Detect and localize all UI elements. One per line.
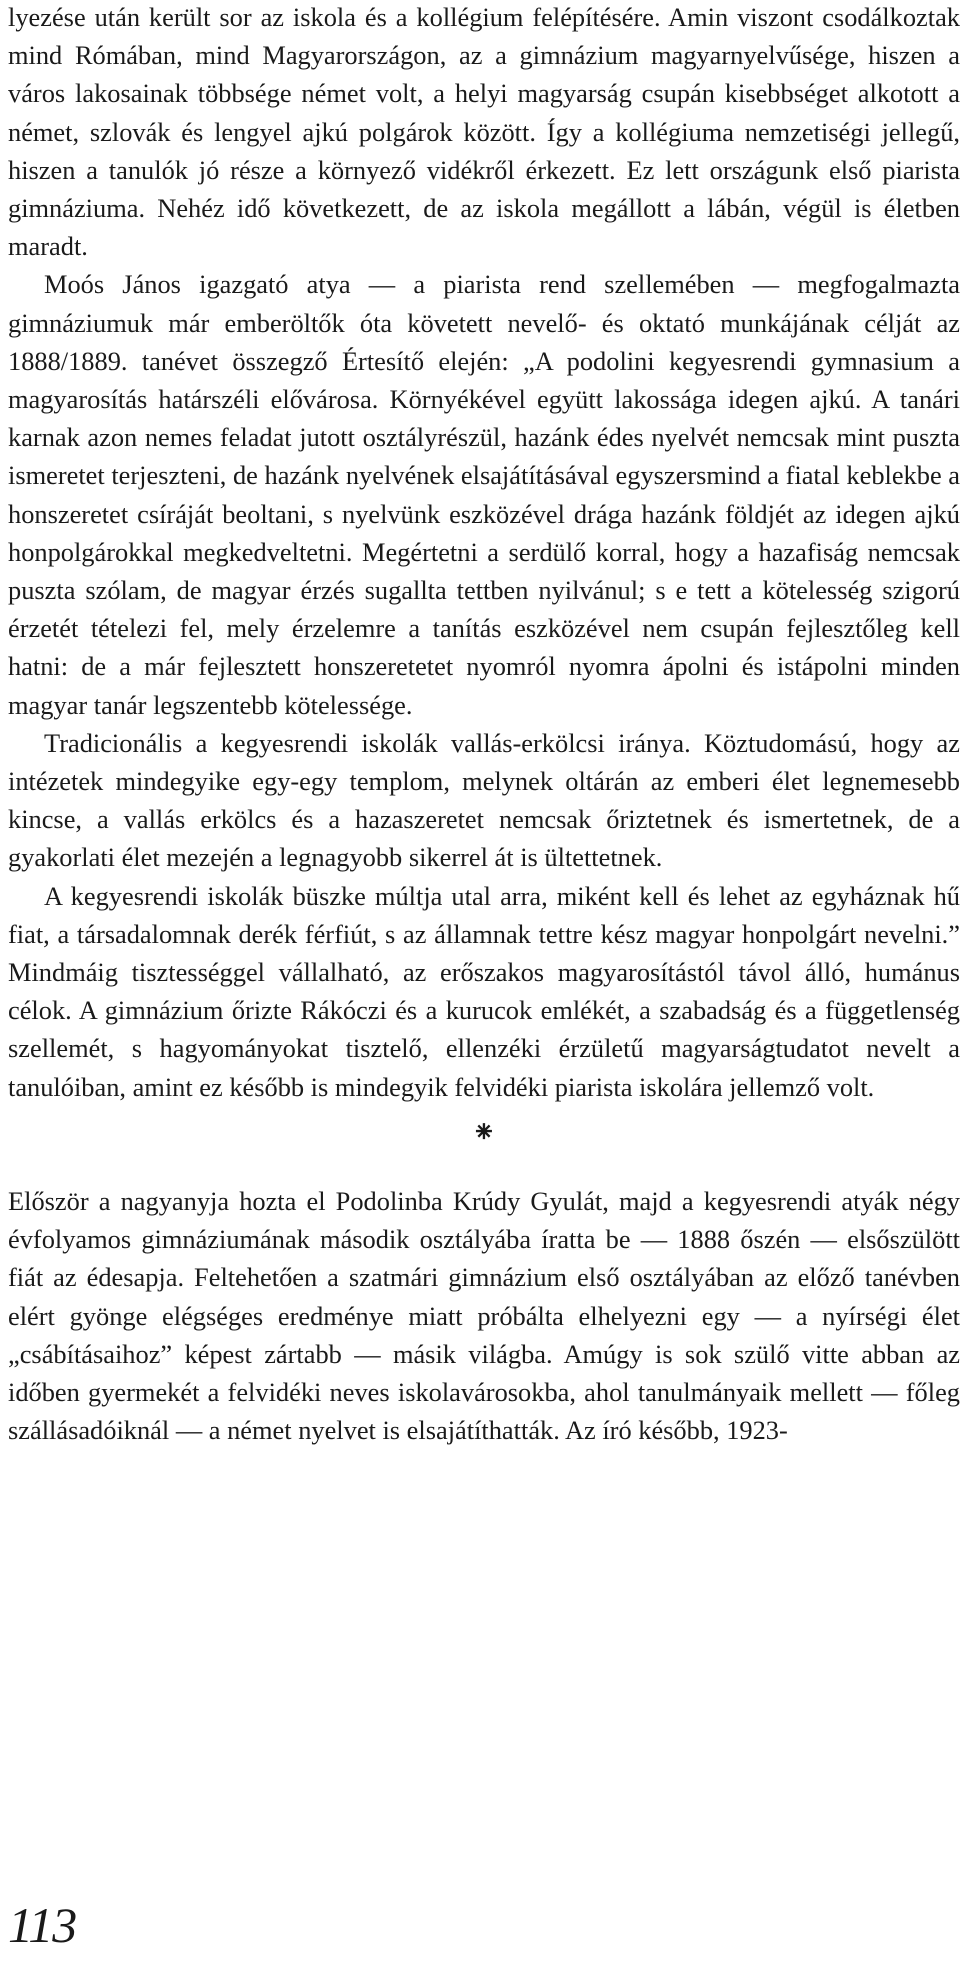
section-separator-asterisk: ⁕ <box>471 1115 497 1149</box>
paragraph: A kegyesrendi iskolák büszke múltja utal arra, miként kell és lehet az egyháznak hű fiat, a társadalomnak derék férfiút, s az államnak tettre kész magyar honpolgárt nevelni.” Mindmáig tisztességgel vállalható, az erőszakos magyarosítástól távol álló, humánus célok. A gimnázium őrizte Rákóczi és a kurucok emlékét, a szabadság és a függetlenség szellemét, s hagyományokat tisztelő, ellenzéki érzületű magyarságtudatot nevelt a tanulóiban, amint ez később is mindegyik felvidéki piarista iskolára jellemző volt. <box>8 880 960 1102</box>
body-text <box>8 0 960 1449</box>
paragraph: lyezése után került sor az iskola és a kollégium felépítésére. Amin viszont csodálkoztak mind Rómában, mind Magyarországon, az a gimnázium magyarnyelvűsége, hiszen a város lakosainak többsége német volt, a helyi magyarság csupán kisebbséget alkotott a német, szlovák és lengyel ajkú polgárok között. Így a kollégiuma nemzetiségi jellegű, hiszen a tanulók jó része a környező vidékről érkezett. Ez lett országunk első piarista gimnáziuma. Nehéz idő következett, de az iskola megállott a lábán, végül is életben maradt. <box>8 2 960 262</box>
paragraph: Moós János igazgató atya — a piarista rend szellemében — megfogalmazta gimnáziumuk már emberöltők óta követett nevelő- és oktató munkájának célját az 1888/1889. tanévet összegző Értesítő elején: „A podolini kegyesrendi gymnasium a magyarosítás határszéli elővárosa. Környékével együtt lakossága idegen ajkú. A tanári karnak azon nemes feladat jutott osztályrészül, hazánk édes nyelvét nemcsak mint puszta ismeretet terjeszteni, de hazánk nyelvének elsajátításával egyszersmind a fiatal keblekbe a honszeretet csíráját beoltani, s nyelvünk eszközével drága hazánk földjét az idegen ajkú honpolgárokkal megkedveltetni. Megértetni a serdülő korral, hogy a hazafiság nemcsak puszta szólam, de magyar érzés sugallta tettben nyilvánul; s e tett a kötelesség szigorú érzetét tételezi fel, mely érzelemre a tanítás eszközével nem csupán fejlesztőleg kell hatni: de a már fejlesztett honszeretetet nyomról nyomra ápolni és istápolni minden magyar tanár legszentebb kötelessége. <box>8 269 960 720</box>
paragraph: Tradicionális a kegyesrendi iskolák vallás-erkölcsi iránya. Köztudomású, hogy az intézetek mindegyike egy-egy templom, melynek oltárán az emberi élet legnemesebb kincse, a vallás erkölcs és a hazaszeretet nemcsak őriztetnek és ismertetnek, de a gyakorlati élet mezején a legnagyobb sikerrel át is ültettetnek. <box>8 727 960 873</box>
page-number: 113 <box>8 1897 77 1953</box>
paragraph: Először a nagyanyja hozta el Podolinba Krúdy Gyulát, majd a kegyesrendi atyák négy évfolyamos gimnáziumának második osztályába íratta be — 1888 őszén — elsőszülött fiát az édesapja. Feltehetően a szatmári gimnázium első osztályában az előző tanévben elért gyönge elégséges eredménye miatt próbálta elhelyezni egy — a nyírségi élet „csábításaihoz” képest zártabb — másik világba. Amúgy is sok szülő vitte abban az időben gyermekét a felvidéki neves iskolavárosokba, ahol tanulmányaik mellett — főleg szállásadóiknál — a német nyelvet is elsajátíthatták. Az író később, 1923- <box>8 1185 960 1446</box>
